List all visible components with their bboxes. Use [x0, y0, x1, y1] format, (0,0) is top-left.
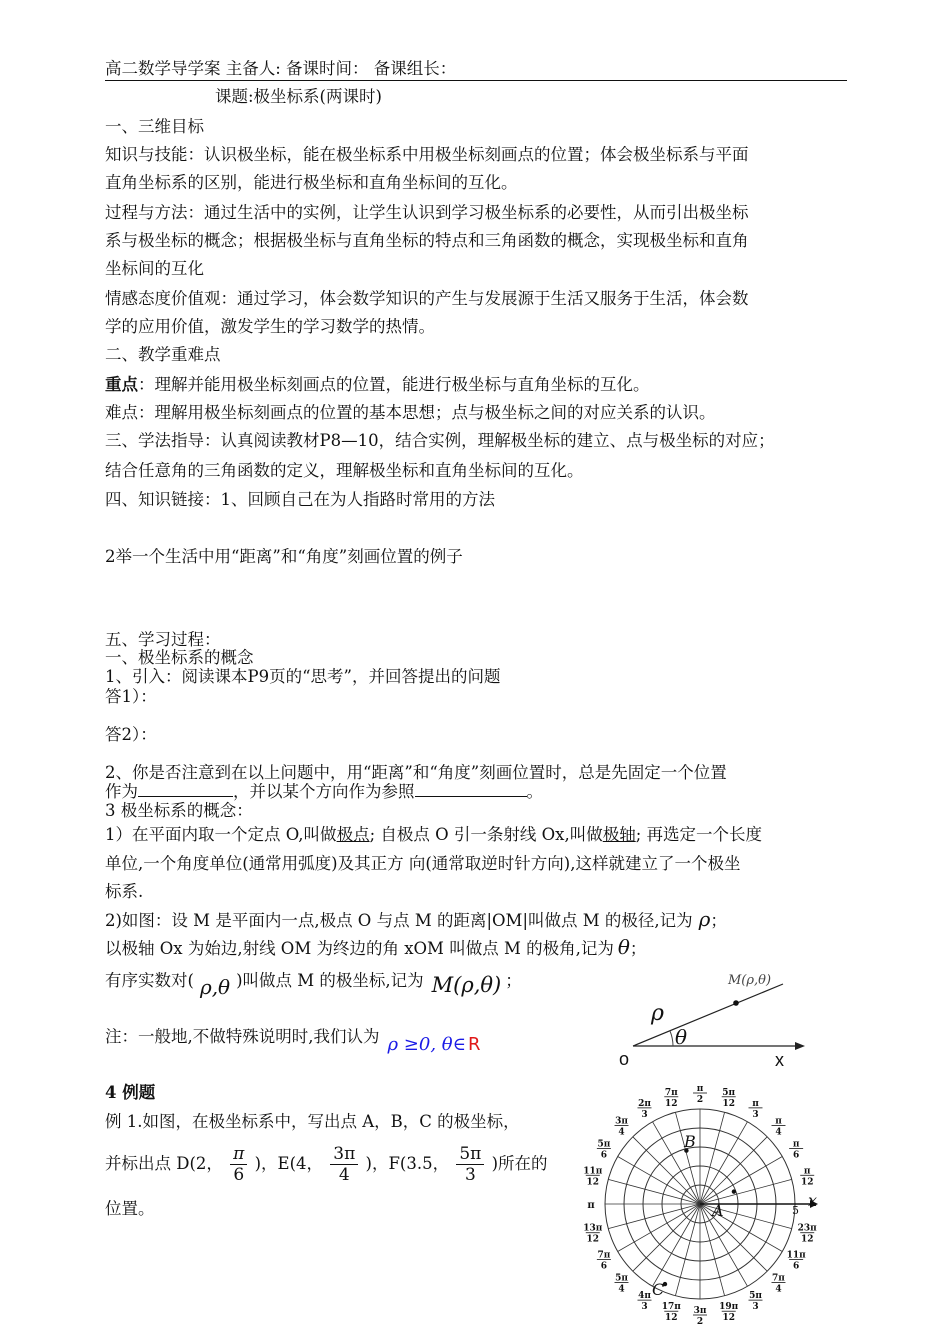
theta-symbol: θ [617, 935, 630, 959]
grid-spoke [608, 1204, 700, 1229]
origin-label: o [619, 1049, 630, 1069]
definition-end-3: ； [505, 971, 522, 990]
question2-text-a: 作为 [105, 782, 138, 801]
key-label: 重点 [105, 375, 138, 394]
definition-text-2: 以极轴 Ox 为始边,射线 OM 为终边的角 xOM 叫做点 M 的极角,记为 [105, 939, 614, 958]
link-line-2: 2举一个生活中用“距离”和“角度”刻画位置的例子 [105, 547, 463, 566]
concept-line-2: 单位,一个角度单位(通常用弧度)及其正方 向(通常取逆时针方向),这样就建立了一个极坐 [105, 854, 741, 873]
example-text-b: )，E(4， [254, 1154, 324, 1173]
polar-pair: ρ,θ [199, 975, 231, 999]
polar-grid-figure [555, 1063, 850, 1342]
note-condition [388, 1035, 481, 1054]
process-line-1: 过程与方法：通过生活中的实例，让学生认识到学习极坐标系的必要性，从而引出极坐标 [105, 203, 749, 222]
angle-label-numerator: 11π [583, 1166, 603, 1177]
difficult-point: 难点：理解用极坐标刻画点的位置的基本思想；点与极坐标之间的对应关系的认识。 [105, 403, 716, 422]
grid-spoke [700, 1204, 767, 1271]
grid-point [732, 1189, 736, 1193]
header-rule [105, 80, 847, 81]
concept-text-a: 1）在平面内取一个定点 O,叫做 [105, 825, 337, 844]
angle-label-denominator: 2 [696, 1095, 704, 1105]
example-line-2 [105, 1140, 548, 1188]
section2-heading: 二、教学重难点 [105, 345, 221, 364]
angle-label-numerator: 3π [693, 1306, 707, 1316]
key-point [105, 374, 650, 396]
subsection-heading: 一、极坐标系的概念 [105, 648, 254, 667]
angle-label-denominator: 3 [752, 1302, 759, 1313]
angle-label-denominator: 4 [618, 1284, 625, 1295]
concept-line-1 [105, 824, 762, 846]
fraction-f [456, 1144, 484, 1185]
angle-label-pi: π [587, 1200, 595, 1211]
emotion-line-2: 学的应用价值，激发学生的学习数学的热情。 [105, 317, 435, 336]
grid-spoke [675, 1204, 700, 1296]
angle-label-numerator: 2π [638, 1098, 651, 1109]
grid-ring-label: 5 [792, 1204, 799, 1217]
angle-label-denominator: 4 [775, 1127, 782, 1138]
definition-end-2: ； [629, 939, 647, 958]
example-text-c: )，F(3.5， [365, 1154, 450, 1173]
point-a-label: A [712, 1201, 724, 1220]
angle-label-denominator: 12 [665, 1098, 678, 1109]
grid-spoke [675, 1112, 700, 1204]
angle-label-denominator: 4 [775, 1284, 782, 1295]
angle-label-denominator: 6 [792, 1150, 800, 1161]
method-line-2: 结合任意角的三角函数的定义，理解极坐标和直角坐标间的互化。 [105, 461, 584, 480]
fraction-e-num: 3π [330, 1144, 358, 1165]
definition-line-3 [105, 968, 522, 999]
concept-line-3: 标系. [105, 882, 144, 901]
angle-label-denominator: 12 [586, 1234, 600, 1245]
page-title: 课题:极坐标系(两课时) [215, 87, 382, 106]
angle-label-numerator: 11π [786, 1250, 806, 1261]
grid-spoke [618, 1204, 700, 1252]
rho-label: ρ [651, 1001, 664, 1026]
axis-arrow [795, 1042, 805, 1050]
intro-line: 1、引入：阅读课本P9页的“思考”，并回答提出的问题 [105, 667, 501, 686]
key-text: ：理解并能用极坐标刻画点的位置，能进行极坐标与直角坐标的互化。 [138, 375, 650, 394]
link-line-1: 四、知识链接：1、回顾自己在为人指路时常用的方法 [105, 490, 495, 509]
fraction-d [230, 1144, 247, 1185]
angle-label-numerator: 7π [772, 1273, 785, 1284]
section1-heading: 一、三维目标 [105, 117, 204, 136]
fraction-f-den: 3 [464, 1165, 476, 1185]
point-m-label: M(ρ,θ) [728, 973, 772, 988]
grid-spoke [653, 1204, 701, 1286]
angle-label-denominator: 12 [800, 1177, 814, 1188]
angle-label-numerator: π [696, 1084, 704, 1094]
knowledge-line-2: 直角坐标系的区别，能进行极坐标和直角坐标间的互化。 [105, 173, 518, 192]
angle-label-numerator: 5π [749, 1291, 762, 1302]
grid-spoke [700, 1112, 725, 1204]
angle-label-denominator: 12 [722, 1098, 735, 1109]
angle-label-numerator: 4π [638, 1291, 651, 1302]
question2-line-1: 2、你是否注意到在以上问题中，用“距离”和“角度”刻画位置时，总是先固定一个位置 [105, 763, 727, 782]
grid-spoke [700, 1122, 748, 1204]
angle-label-denominator: 6 [792, 1261, 800, 1272]
note-text: 注：一般地,不做特殊说明时,我们认为 [105, 1027, 380, 1046]
definition-end-1: ； [710, 911, 727, 930]
polar-notation: M(ρ,θ) [431, 973, 502, 997]
axis-label: x [775, 1050, 784, 1070]
angle-label-numerator: 13π [583, 1223, 603, 1234]
angle-arc [670, 1031, 673, 1046]
polar-coordinate-figure [615, 968, 815, 1070]
example-line-3: 位置。 [105, 1199, 155, 1218]
process-line-3: 坐标间的互化 [105, 259, 204, 278]
angle-label-denominator: 3 [641, 1109, 648, 1120]
grid-spoke [700, 1137, 767, 1204]
example-text-a: 并标出点 D(2， [105, 1154, 223, 1173]
note-condition-math: ρ ≥0, θ∈ [387, 1034, 466, 1055]
definition-text-3a: 有序实数对( [105, 971, 194, 990]
angle-label-numerator: 3π [615, 1116, 628, 1127]
angle-label-denominator: 6 [600, 1261, 608, 1272]
angle-label-denominator: 12 [722, 1313, 735, 1324]
angle-label-numerator: π [775, 1116, 782, 1127]
point-c-label: C [652, 1280, 665, 1299]
concept-text-c: ; 再选定一个长度 [635, 825, 763, 844]
example-line-1: 例 1.如图，在极坐标系中，写出点 A，B，C 的极坐标， [105, 1112, 520, 1131]
concept-text-b: ; 自极点 O 引一条射线 Ox,叫做 [369, 825, 603, 844]
definition-line-1 [105, 908, 727, 932]
question2-text-c: 。 [526, 782, 543, 801]
angle-label-denominator: 3 [641, 1302, 648, 1313]
angle-label-denominator: 6 [600, 1150, 608, 1161]
note-real-set: R [467, 1034, 481, 1055]
grid-spoke [700, 1204, 748, 1286]
definition-line-2 [105, 936, 646, 960]
fraction-e [330, 1144, 358, 1185]
answer-blank-2[interactable] [415, 782, 527, 797]
note-line [105, 1026, 481, 1055]
knowledge-line-1: 知识与技能：认识极坐标，能在极坐标系中用极坐标刻画点的位置；体会极坐标系与平面 [105, 145, 749, 164]
example-text-d: )所在的 [491, 1154, 548, 1173]
angle-label-numerator: 5π [597, 1139, 611, 1150]
point-b-label: B [684, 1132, 696, 1151]
angle-label-numerator: 5π [722, 1087, 736, 1098]
polar-axis-term: 极轴 [602, 825, 636, 844]
fraction-e-den: 4 [338, 1165, 350, 1185]
angle-label-numerator: 7π [597, 1250, 611, 1261]
angle-label-denominator: 4 [618, 1127, 625, 1138]
concept-heading: 3 极坐标系的概念： [105, 801, 253, 820]
definition-text-3b: )叫做点 M 的极坐标,记为 [236, 971, 424, 990]
angle-label-denominator: 12 [665, 1313, 678, 1324]
grid-spoke [608, 1179, 700, 1204]
angle-label-numerator: 7π [664, 1087, 678, 1098]
header-line: 高二数学导学案 主备人: 备课时间： 备课组长： [105, 59, 457, 78]
angle-label-denominator: 2 [696, 1317, 704, 1327]
fraction-d-den: 6 [233, 1165, 245, 1185]
process-line-2: 系与极坐标的概念；根据极坐标与直角坐标的特点和三角函数的概念，实现极坐标和直角 [105, 231, 749, 250]
grid-spoke [618, 1157, 700, 1205]
angle-label-numerator: π [792, 1139, 800, 1150]
grid-spoke [700, 1157, 782, 1205]
theta-label: θ [675, 1025, 688, 1049]
angle-label-numerator: 5π [615, 1273, 628, 1284]
rho-symbol: ρ [698, 907, 711, 931]
grid-spoke [633, 1204, 700, 1271]
answer-2: 答2）： [105, 725, 157, 744]
fraction-d-num: π [230, 1144, 247, 1165]
angle-label-numerator: 17π [661, 1302, 681, 1313]
question2-text-b: ，并以某个方向作为参照 [233, 782, 415, 801]
section5-heading: 五、学习过程： [105, 630, 221, 649]
angle-label-denominator: 12 [800, 1234, 814, 1245]
angle-label-numerator: 23π [797, 1223, 817, 1234]
point-m [733, 1000, 739, 1006]
angle-label-denominator: 12 [586, 1177, 600, 1188]
method-line-1: 三、学法指导：认真阅读教材P8—10，结合实例，理解极坐标的建立、点与极坐标的对应； [105, 431, 775, 450]
definition-text-1: 2)如图：设 M 是平面内一点,极点 O 与点 M 的距离|OM|叫做点 M 的极径,记为 [105, 911, 693, 930]
angle-label-numerator: π [803, 1166, 811, 1177]
example-heading: 4 例题 [105, 1083, 156, 1102]
emotion-line-1: 情感态度价值观：通过学习，体会数学知识的产生与发展源于生活又服务于生活，体会数 [105, 289, 749, 308]
pole-term: 极点 [336, 825, 370, 844]
answer-1: 答1）： [105, 687, 157, 706]
angle-label-numerator: π [752, 1098, 759, 1109]
grid-axis-label: x [808, 1191, 818, 1210]
angle-label-denominator: 3 [752, 1109, 759, 1120]
angle-label-numerator: 19π [719, 1302, 739, 1313]
answer-blank-1[interactable] [138, 782, 233, 797]
fraction-f-num: 5π [456, 1144, 484, 1165]
